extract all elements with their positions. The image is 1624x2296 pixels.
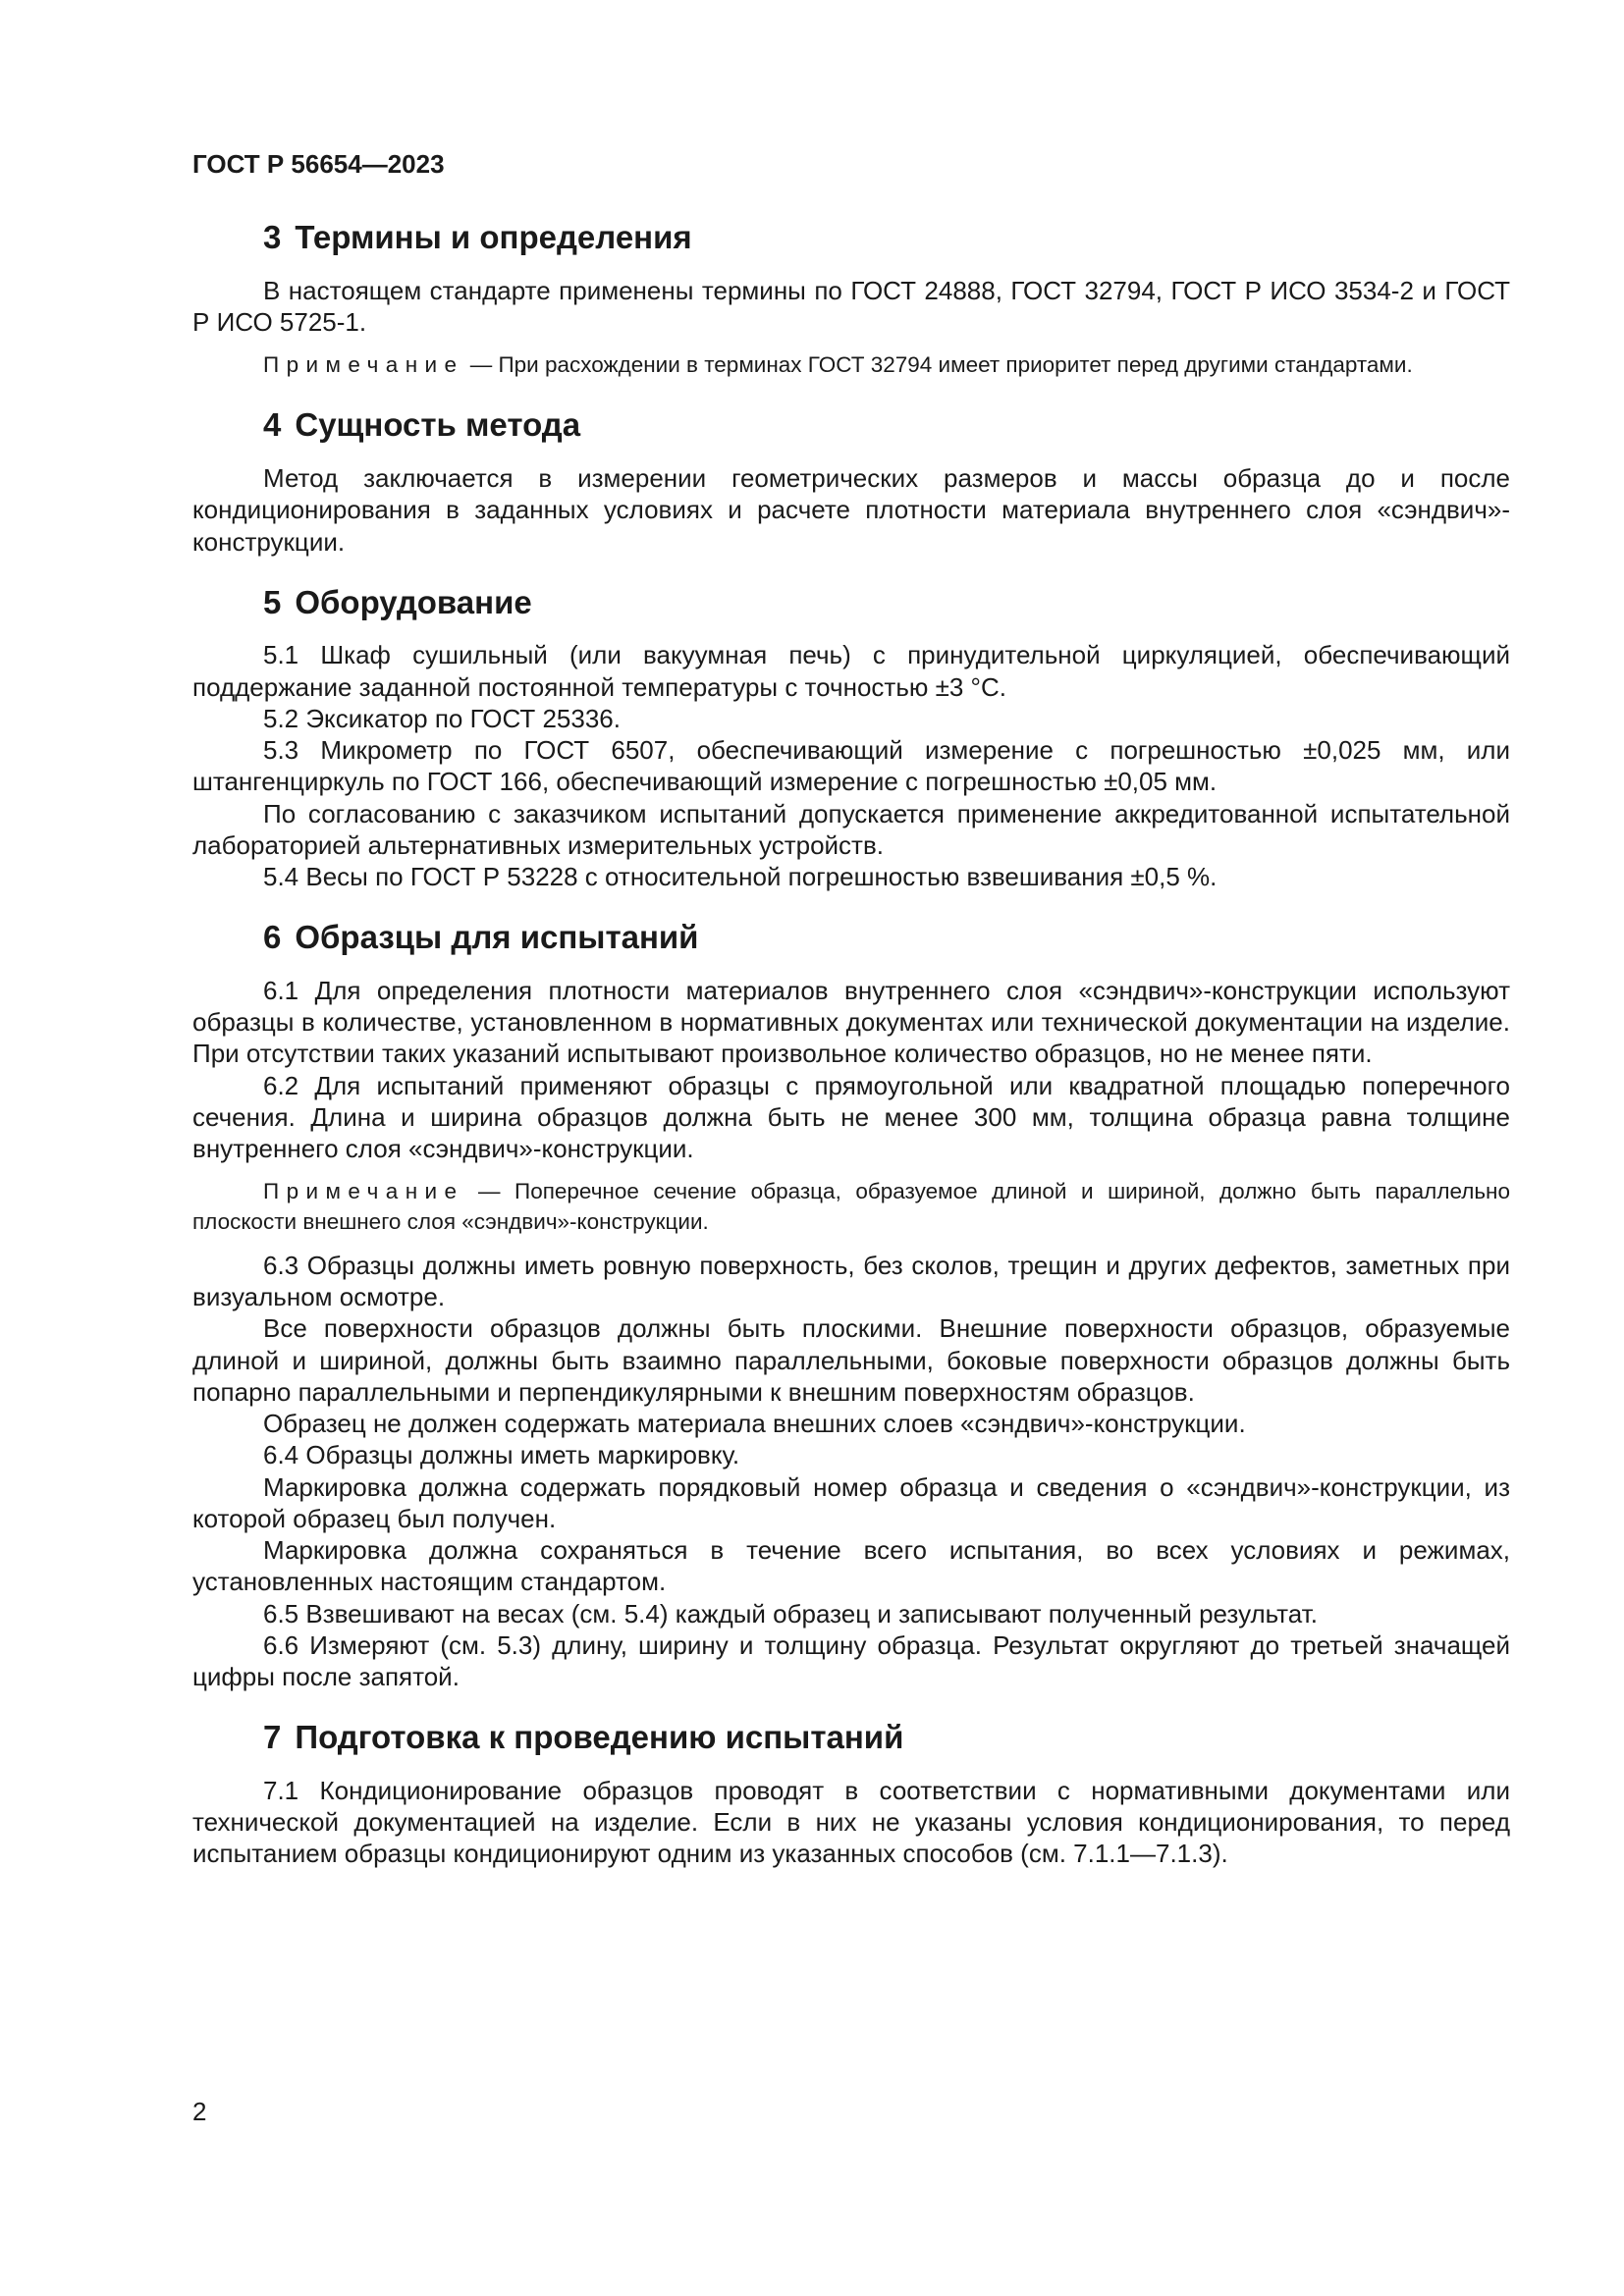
section-title: Сущность метода [295, 406, 581, 444]
section-title: Подготовка к проведению испытаний [295, 1719, 904, 1756]
paragraph: 6.3 Образцы должны иметь ровную поверхность, без сколов, трещин и других дефектов, заметных при визуальном осмотре. [192, 1250, 1510, 1312]
paragraph: 6.6 Измеряют (см. 5.3) длину, ширину и толщину образца. Результат округляют до третьей значащей цифры после запятой. [192, 1629, 1510, 1691]
section-title: Термины и определения [295, 219, 692, 255]
note [192, 1177, 1510, 1237]
paragraph: Метод заключается в измерении геометрических размеров и массы образца до и после кондиционирования в заданных условиях и расчете плотности материала внутреннего слоя «сэндвич»-конструкции. [192, 463, 1510, 557]
section-heading [192, 918, 1510, 957]
paragraph: 5.4 Весы по ГОСТ Р 53228 с относительной погрешностью взвешивания ±0,5 %. [263, 861, 1218, 891]
paragraph: 7.1 Кондиционирование образцов проводят в соответствии с нормативными документами или технической документацией на изделие. Если в них не указаны условия кондиционирования, то перед испытанием образцы кондиционируют одним из указанных способов (см. 7.1.1—7.1.3). [192, 1775, 1510, 1869]
paragraph: 6.1 Для определения плотности материалов внутреннего слоя «сэндвич»-конструкции используют образцы в количестве, установленном в нормативных документах или технической документации на изделие. При отсутствии таких указаний испытывают произвольное количество образцов, но не менее пяти. [192, 975, 1510, 1069]
note-text: — При расхождении в терминах ГОСТ 32794 имеет приоритет перед другими стандартами. [463, 352, 1413, 378]
paragraph: Все поверхности образцов должны быть плоскими. Внешние поверхности образцов, образуемые длиной и шириной, должны быть взаимно параллельными, боковые поверхности образцов должны быть попарно параллельными и перпендикулярными к внешним поверхностям образцов. [192, 1313, 1510, 1407]
paragraph: 5.3 Микрометр по ГОСТ 6507, обеспечивающий измерение с погрешностью ±0,025 мм, или штангенциркуль по ГОСТ 166, обеспечивающий измерение с погрешностью ±0,05 мм. [192, 735, 1510, 797]
section-number: 7 [263, 1719, 282, 1756]
paragraph: Маркировка должна содержать порядковый номер образца и сведения о «сэндвич»-конструкции, из которой образец был получен. [192, 1471, 1510, 1533]
paragraph: Маркировка должна сохраняться в течение всего испытания, во всех условиях и режимах, установленных настоящим стандартом. [192, 1535, 1510, 1597]
section-heading [192, 1718, 1510, 1757]
section-heading [192, 218, 1510, 257]
paragraph: Образец не должен содержать материала внешних слоев «сэндвич»-конструкции. [263, 1409, 1246, 1439]
section-heading [192, 405, 1510, 445]
paragraph: 5.1 Шкаф сушильный (или вакуумная печь) с принудительной циркуляцией, обеспечивающий поддержание заданной постоянной температуры с точностью ±3 °С. [192, 640, 1510, 702]
section-number: 4 [263, 406, 282, 444]
note-label: Примечание [263, 1179, 464, 1204]
page-number: 2 [192, 2097, 207, 2126]
paragraph: В настоящем стандарте применены термины по ГОСТ 24888, ГОСТ 32794, ГОСТ Р ИСО 3534-2 и ГОСТ Р ИСО 5725-1. [192, 275, 1510, 337]
document-body [192, 218, 1510, 1870]
note-label: Примечание [263, 352, 464, 378]
document-code: ГОСТ Р 56654—2023 [192, 149, 445, 179]
section-number: 5 [263, 583, 282, 620]
section-number: 3 [263, 219, 282, 255]
paragraph: 5.2 Эксикатор по ГОСТ 25336. [263, 703, 621, 733]
section-title: Образцы для испытаний [295, 919, 699, 956]
note [192, 350, 1510, 380]
paragraph: 6.2 Для испытаний применяют образцы с прямоугольной или квадратной площадью поперечного сечения. Длина и ширина образцов должна быть не менее 300 мм, толщина образца равна толщине внутреннего слоя «сэндвич»-конструкции. [192, 1070, 1510, 1163]
paragraph: 6.4 Образцы должны иметь маркировку. [263, 1440, 740, 1470]
note-text: — Поперечное сечение образца, образуемое длиной и шириной, должно быть параллельно плоскости внешнего слоя «сэндвич»-конструкции. [192, 1179, 1510, 1234]
paragraph: 6.5 Взвешивают на весах (см. 5.4) каждый образец и записывают полученный результат. [263, 1598, 1318, 1629]
section-title: Оборудование [295, 583, 532, 620]
section-heading [192, 583, 1510, 622]
section-number: 6 [263, 919, 282, 956]
paragraph: По согласованию с заказчиком испытаний допускается применение аккредитованной испытательной лабораторией альтернативных измерительных устройств. [192, 798, 1510, 860]
